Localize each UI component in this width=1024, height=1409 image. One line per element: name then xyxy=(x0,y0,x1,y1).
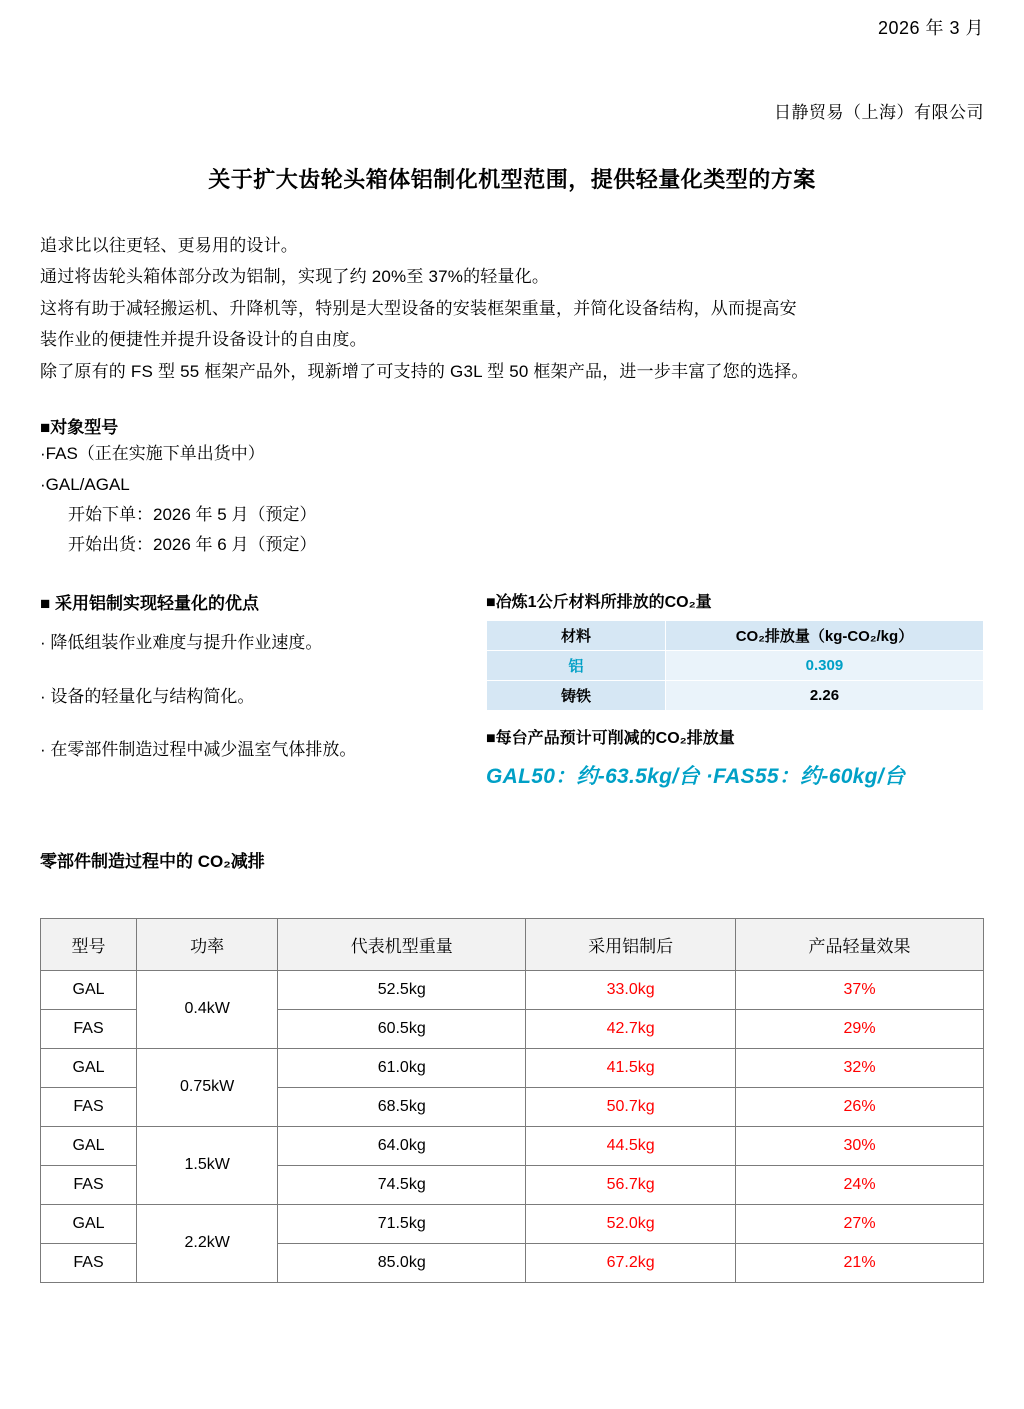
col-aluminum-weight: 采用铝制后 xyxy=(526,918,736,970)
cell-effect: 30% xyxy=(736,1126,984,1165)
cell-after: 33.0kg xyxy=(526,970,736,1009)
target-models-heading: ■对象型号 xyxy=(40,418,119,438)
cell-model: FAS xyxy=(41,1243,137,1282)
intro-line-4: 装作业的便捷性并提升设备设计的自由度。 xyxy=(40,330,367,350)
cell-effect: 27% xyxy=(736,1204,984,1243)
cell-power: 1.5kW xyxy=(137,1126,278,1204)
table-row xyxy=(487,651,984,681)
cell-weight: 85.0kg xyxy=(278,1243,526,1282)
cell-after: 42.7kg xyxy=(526,1009,736,1048)
intro-paragraph xyxy=(40,230,984,387)
page-title: 关于扩大齿轮头箱体铝制化机型范围，提供轻量化类型的方案 xyxy=(208,167,816,192)
cell-power: 0.4kW xyxy=(137,970,278,1048)
intro-line-3: 这将有助于减轻搬运机、升降机等，特别是大型设备的安装框架重量，并简化设备结构，从而提高安 xyxy=(40,298,797,318)
cell-after: 56.7kg xyxy=(526,1165,736,1204)
cell-model: GAL xyxy=(41,1126,137,1165)
weight-comparison-table xyxy=(40,918,984,1283)
emission-aluminum: 0.309 xyxy=(665,651,983,681)
cell-weight: 64.0kg xyxy=(278,1126,526,1165)
table-row xyxy=(41,1204,984,1243)
intro-line-1: 追求比以往更轻、更易用的设计。 xyxy=(40,236,298,255)
target-model-item-gal: ·GAL/AGAL xyxy=(40,475,130,495)
target-model-item-fas: ·FAS（正在实施下单出货中） xyxy=(40,444,265,464)
table-row xyxy=(487,681,984,711)
co2-column xyxy=(480,589,984,791)
col-model: 型号 xyxy=(41,918,137,970)
cell-after: 41.5kg xyxy=(526,1048,736,1087)
advantage-item-3: · 在零部件制造过程中减少温室气体排放。 xyxy=(40,740,357,760)
reduction-heading: ■每台产品预计可削减的CO₂排放量 xyxy=(486,730,735,748)
cell-effect: 29% xyxy=(736,1009,984,1048)
cell-model: GAL xyxy=(41,1048,137,1087)
col-emission: CO₂排放量（kg-CO₂/kg） xyxy=(665,621,983,651)
advantage-item-1: · 降低组装作业难度与提升作业速度。 xyxy=(40,633,323,653)
cell-effect: 24% xyxy=(736,1165,984,1204)
advantages-heading: ■ 采用铝制实现轻量化的优点 xyxy=(40,594,259,614)
order-start-date: 开始下单：2026 年 5 月（预定） xyxy=(68,504,317,524)
cell-effect: 32% xyxy=(736,1048,984,1087)
document-date: 2026 年 3 月 xyxy=(877,18,984,38)
cell-weight: 61.0kg xyxy=(278,1048,526,1087)
cell-after: 52.0kg xyxy=(526,1204,736,1243)
table-header-row xyxy=(487,621,984,651)
table-header-row xyxy=(41,918,984,970)
advantage-item-2: · 设备的轻量化与结构简化。 xyxy=(40,686,255,706)
table-row xyxy=(41,1048,984,1087)
company-name: 日静贸易（上海）有限公司 xyxy=(774,103,984,122)
cell-effect: 37% xyxy=(736,970,984,1009)
reduction-value: GAL50：约-63.5kg/台 ·FAS55：约-60kg/台 xyxy=(486,765,906,789)
cell-model: FAS xyxy=(41,1165,137,1204)
col-power: 功率 xyxy=(137,918,278,970)
cell-after: 67.2kg xyxy=(526,1243,736,1282)
cell-after: 50.7kg xyxy=(526,1087,736,1126)
table-row xyxy=(41,970,984,1009)
col-standard-weight: 代表机型重量 xyxy=(278,918,526,970)
cell-effect: 21% xyxy=(736,1243,984,1282)
cell-power: 2.2kW xyxy=(137,1204,278,1282)
col-weight-effect: 产品轻量效果 xyxy=(736,918,984,970)
advantages-column xyxy=(40,589,480,791)
cell-power: 0.75kW xyxy=(137,1048,278,1126)
lower-section-heading: 零部件制造过程中的 CO₂减排 xyxy=(40,851,265,871)
shipping-start-date: 开始出货：2026 年 6 月（预定） xyxy=(68,534,317,554)
cell-weight: 68.5kg xyxy=(278,1087,526,1126)
material-cast-iron: 铸铁 xyxy=(487,681,666,711)
cell-model: FAS xyxy=(41,1009,137,1048)
cell-weight: 52.5kg xyxy=(278,970,526,1009)
intro-line-2: 通过将齿轮头箱体部分改为铝制，实现了约 20%至 37%的轻量化。 xyxy=(40,267,550,287)
cell-weight: 60.5kg xyxy=(278,1009,526,1048)
middle-section xyxy=(40,589,984,791)
material-aluminum: 铝 xyxy=(487,651,666,681)
table-row xyxy=(41,1126,984,1165)
co2-table-heading: ■冶炼1公斤材料所排放的CO₂量 xyxy=(486,594,712,612)
cell-model: GAL xyxy=(41,970,137,1009)
cell-effect: 26% xyxy=(736,1087,984,1126)
cell-after: 44.5kg xyxy=(526,1126,736,1165)
cell-model: FAS xyxy=(41,1087,137,1126)
emission-cast-iron: 2.26 xyxy=(665,681,983,711)
col-material: 材料 xyxy=(487,621,666,651)
cell-weight: 71.5kg xyxy=(278,1204,526,1243)
cell-model: GAL xyxy=(41,1204,137,1243)
cell-weight: 74.5kg xyxy=(278,1165,526,1204)
intro-line-5: 除了原有的 FS 型 55 框架产品外，现新增了可支持的 G3L 型 50 框架产品，进一步丰富了您的选择。 xyxy=(40,361,809,381)
co2-emission-table xyxy=(486,620,984,711)
